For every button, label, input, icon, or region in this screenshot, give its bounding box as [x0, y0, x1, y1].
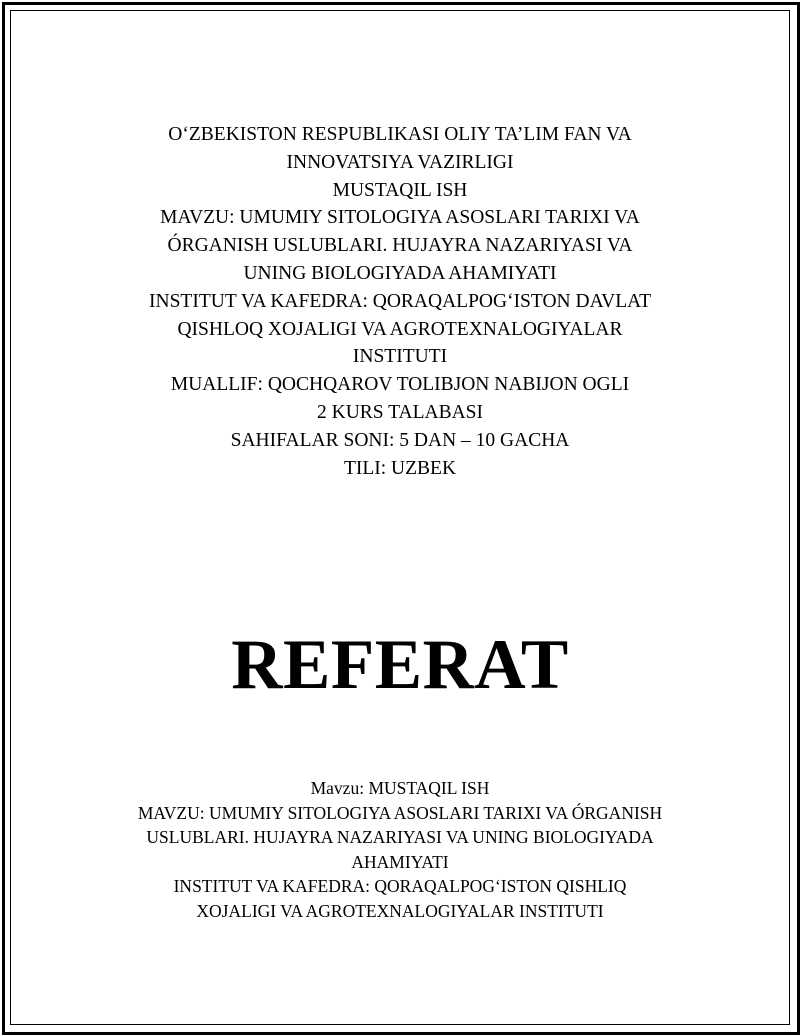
header-line: TILI: UZBEK — [343, 457, 457, 479]
header-line: INSTITUT VA KAFEDRA: QORAQALPOG‘ISTON DAVLAT — [149, 290, 651, 312]
footer-line: Mavzu: MUSTAQIL ISH — [310, 778, 490, 798]
header-line: INSTITUTI — [352, 346, 448, 368]
header-line: INNOVATSIYA VAZIRLIGI — [286, 151, 514, 173]
header-line: O‘ZBEKISTON RESPUBLIKASI OLIY TA’LIM FAN VA — [168, 124, 632, 145]
footer-line: XOJALIGI VA AGROTEXNALOGIYALAR INSTITUTI — [196, 900, 604, 921]
header-line: MUSTAQIL ISH — [332, 179, 468, 201]
cover-footer — [0, 776, 800, 923]
header-line: ÓRGANISH USLUBLARI. HUJAYRA NAZARIYASI VA — [167, 235, 633, 257]
cover-header — [0, 121, 800, 482]
footer-line: USLUBLARI. HUJAYRA NAZARIYASI VA UNING BIOLOGIYADA — [146, 827, 654, 847]
header-line: SAHIFALAR SONI: 5 DAN – 10 GACHA — [230, 429, 570, 451]
document-title: REFERAT — [231, 626, 569, 704]
header-line: MUALLIF: QOCHQAROV TOLIBJON NABIJON OGLI — [170, 374, 630, 396]
footer-line: MAVZU: UMUMIY SITOLOGIYA ASOSLARI TARIXI VA ÓRGANISH — [137, 802, 663, 823]
header-line: QISHLOQ XOJALIGI VA AGROTEXNALOGIYALAR — [177, 318, 623, 340]
footer-line: INSTITUT VA KAFEDRA: QORAQALPOG‘ISTON QISHLIQ — [173, 876, 627, 896]
header-line: UNING BIOLOGIYADA AHAMIYATI — [243, 262, 557, 284]
header-line: MAVZU: UMUMIY SITOLOGIYA ASOSLARI TARIXI VA — [160, 207, 640, 229]
footer-line: AHAMIYATI — [351, 851, 449, 872]
header-line: 2 KURS TALABASI — [316, 401, 484, 423]
